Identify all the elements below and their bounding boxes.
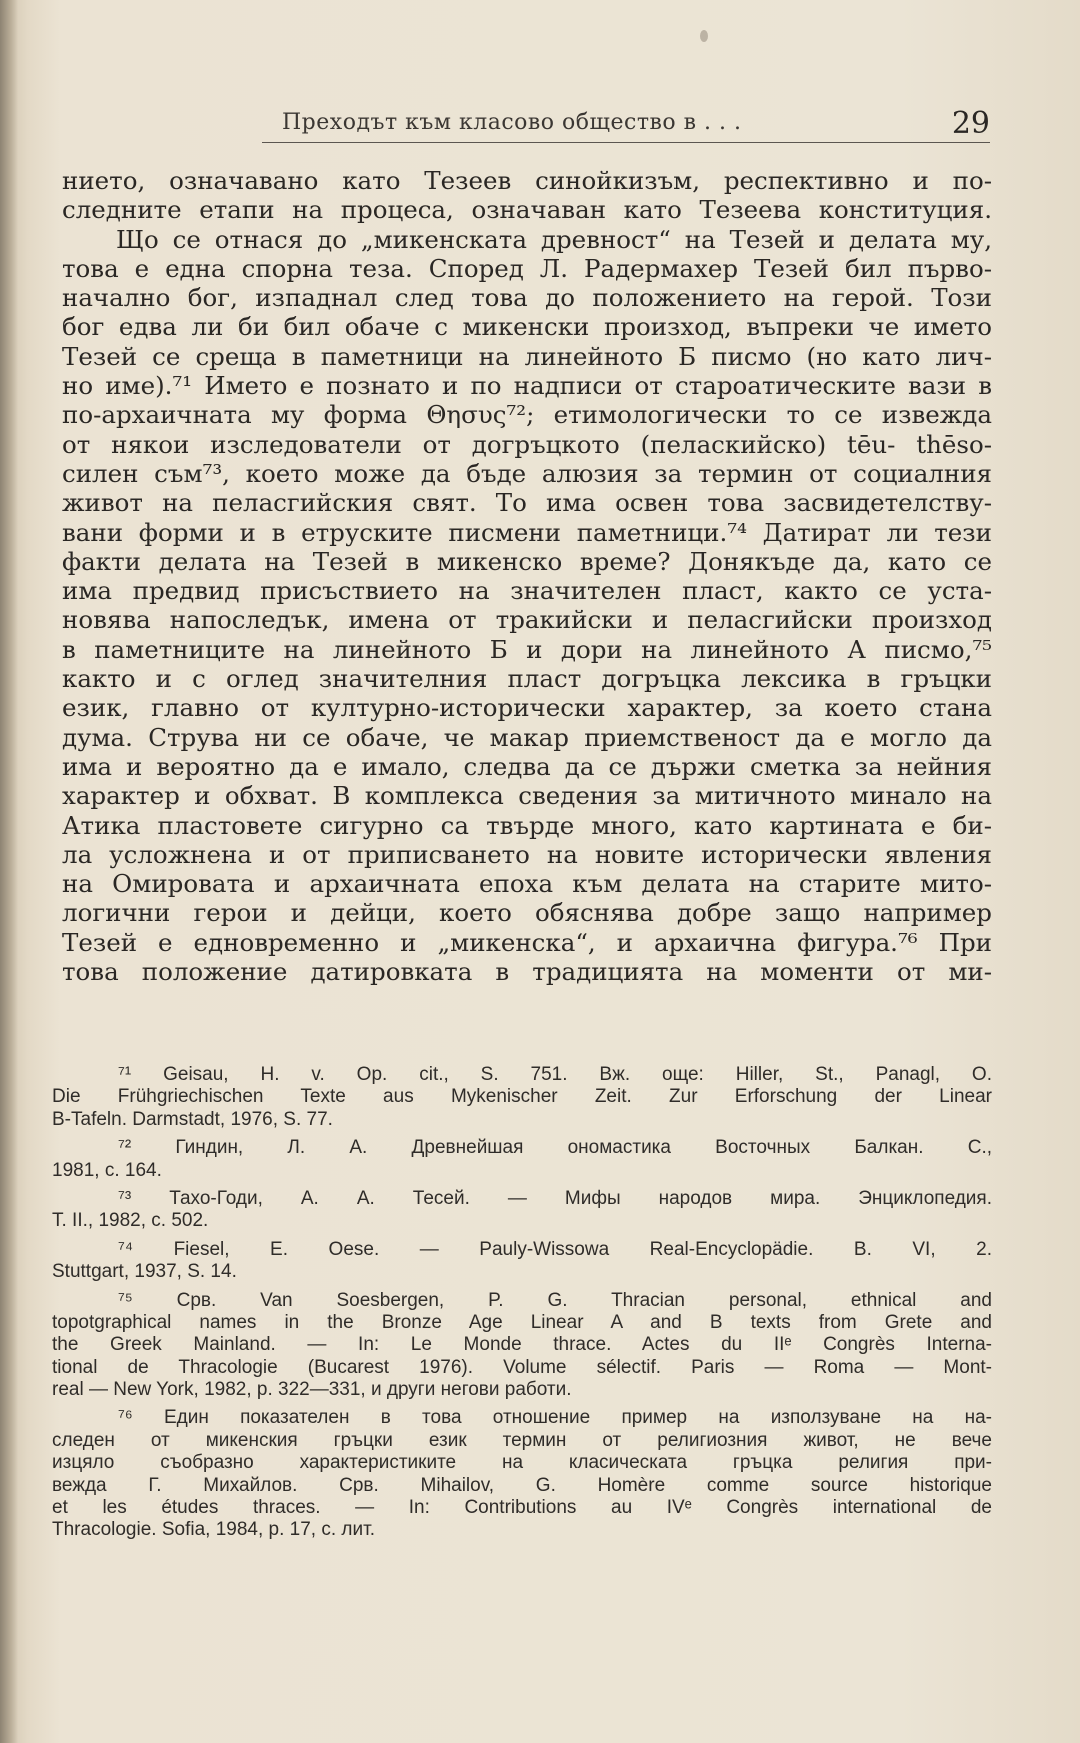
footnote-line: ⁷⁶ Един показателен в това отношение пример на използуване на на-: [118, 1407, 992, 1429]
footnote-73: [52, 1188, 992, 1233]
text-line: новява напоследък, имена от тракийски и пеласгийски произход: [62, 605, 992, 635]
footnote-line: real — New York, 1982, p. 322—331, и други негови работи.: [52, 1379, 572, 1401]
footnote-76: [52, 1407, 992, 1541]
text-line: начално бог, изпаднал след това до положението на герой. Този: [62, 283, 992, 313]
footnote-line: ⁷⁵ Срв. Van Soesbergen, P. G. Thracian personal, ethnical and: [118, 1289, 992, 1311]
text-line: в паметниците на линейното Б и дори на линейното А писмо,⁷⁵: [62, 634, 992, 664]
footnote-line: ⁷³ Тахо-Годи, А. А. Тесей. — Мифы народов мира. Энциклопедия.: [118, 1187, 992, 1209]
running-header: [262, 108, 990, 148]
text-line: живот на пеласгийския свят. То има освен това засвидетелству-: [62, 488, 992, 518]
footnote-line: tional de Thracologie (Bucarest 1976). Volume sélectif. Paris — Roma — Mont-: [52, 1356, 992, 1378]
text-line: факти делата на Тезей в микенско време? Донякъде да, като се: [62, 546, 992, 576]
footnote-line: ⁷¹ Geisau, H. v. Op. cit., S. 751. Вж. още: Hiller, St., Panagl, O.: [118, 1064, 992, 1085]
main-text: [62, 166, 992, 986]
footnote-line: изцяло съобразно характеристиките на класическата гръцка религия при-: [52, 1452, 992, 1474]
footnote-line: ⁷² Гиндин, Л. А. Древнейшая ономастика Восточных Балкан. С.,: [118, 1137, 992, 1159]
footnote-line: ⁷⁴ Fiesel, E. Oese. — Pauly-Wissowa Real-Encyclopädie. B. VI, 2.: [118, 1238, 992, 1260]
footnote-line: вежда Г. Михайлов. Срв. Mihailov, G. Homère comme source historique: [52, 1474, 992, 1496]
text-line: Що се отнася до „микенската древност“ на Тезей и делата му,: [116, 224, 992, 254]
text-line: ла усложнена и от приписването на новите исторически явления: [62, 839, 992, 869]
text-line: това положение датировката в традицията на моменти от ми-: [62, 957, 992, 987]
footnote-line: the Greek Mainland. — In: Le Monde thrace. Actes du IIᵉ Congrès Interna-: [52, 1334, 992, 1356]
footnote-75: [52, 1290, 992, 1402]
text-line: език, главно от културно-исторически характер, за което стана: [62, 693, 992, 723]
header-rule: [262, 142, 990, 143]
footnote-line: 1981, с. 164.: [52, 1159, 162, 1181]
text-line: има и вероятно да е имало, следва да се държи сметка за нейния: [62, 751, 992, 781]
text-line: Атика пластовете сигурно са твърде много, като картината е би-: [62, 810, 992, 840]
text-line: характер и обхват. В комплекса сведения за митичното минало на: [62, 781, 992, 811]
footnote-line: B-Tafeln. Darmstadt, 1976, S. 77.: [52, 1108, 333, 1130]
text-line: следните етапи на процеса, означаван като Тезеева конституция.: [62, 195, 992, 225]
ink-speck: [700, 30, 708, 42]
text-line: има предвид присъствието на значителен пласт, както се уста-: [62, 576, 992, 606]
footnote-line: следен от микенския гръцки език термин от религиозния живот, не вече: [52, 1429, 992, 1451]
binding-edge: [0, 0, 18, 1743]
text-line: това е една спорна теза. Според Л. Радермахер Тезей бил първо-: [62, 253, 992, 283]
footnote-line: Stuttgart, 1937, S. 14.: [52, 1261, 237, 1283]
text-line: силен съм⁷³, което може да бъде алюзия за термин от социалния: [62, 458, 992, 488]
text-line: както и с оглед значителния пласт догръцка лексика в гръцки: [62, 664, 992, 694]
text-line: логични герои и дейци, което обяснява добре защо например: [62, 898, 992, 928]
footnote-line: Т. II., 1982, с. 502.: [52, 1210, 209, 1232]
text-line: Тезей е едновременно и „микенска“, и архаична фигура.⁷⁶ При: [62, 927, 992, 957]
text-line: бог едва ли би бил обаче с микенски произход, въпреки че името: [62, 312, 992, 342]
footnote-line: Thracologie. Sofia, 1984, p. 17, с. лит.: [52, 1519, 375, 1541]
text-line: но име).⁷¹ Името е познато и по надписи от староатическите вази в: [62, 371, 992, 401]
footnote-71: [52, 1064, 992, 1131]
text-line: нието, означавано като Тезеев синойкизъм, респективно и по-: [62, 166, 992, 195]
footnote-line: topotgraphical names in the Bronze Age Linear A and B texts from Grete and: [52, 1311, 992, 1333]
page-number: 29: [951, 106, 990, 141]
text-line: Тезей се среща в паметници на линейното Б писмо (но като лич-: [62, 341, 992, 371]
footnote-line: et les études thraces. — In: Contributions au IVᵉ Congrès international de: [52, 1497, 992, 1519]
footnotes: [52, 1064, 992, 1548]
text-line: от някои изследователи от догръцкото (пеласкийско) tēu- thēso-: [62, 429, 992, 459]
text-line: по-архаичната му форма Θησυς⁷²; етимологически то се извежда: [62, 400, 992, 430]
footnote-line: Die Frühgriechischen Texte aus Mykenischer Zeit. Zur Erforschung der Linear: [52, 1086, 992, 1108]
text-line: дума. Струва ни се обаче, че макар приемственост да е могло да: [62, 722, 992, 752]
footnote-74: [52, 1239, 992, 1284]
running-title: Преходът към класово общество в . . .: [282, 110, 742, 135]
text-line: вани форми и в етруските писмени паметници.⁷⁴ Датират ли тези: [62, 517, 992, 547]
text-line: на Омировата и архаичната епоха към делата на старите мито-: [62, 869, 992, 899]
footnote-72: [52, 1137, 992, 1182]
